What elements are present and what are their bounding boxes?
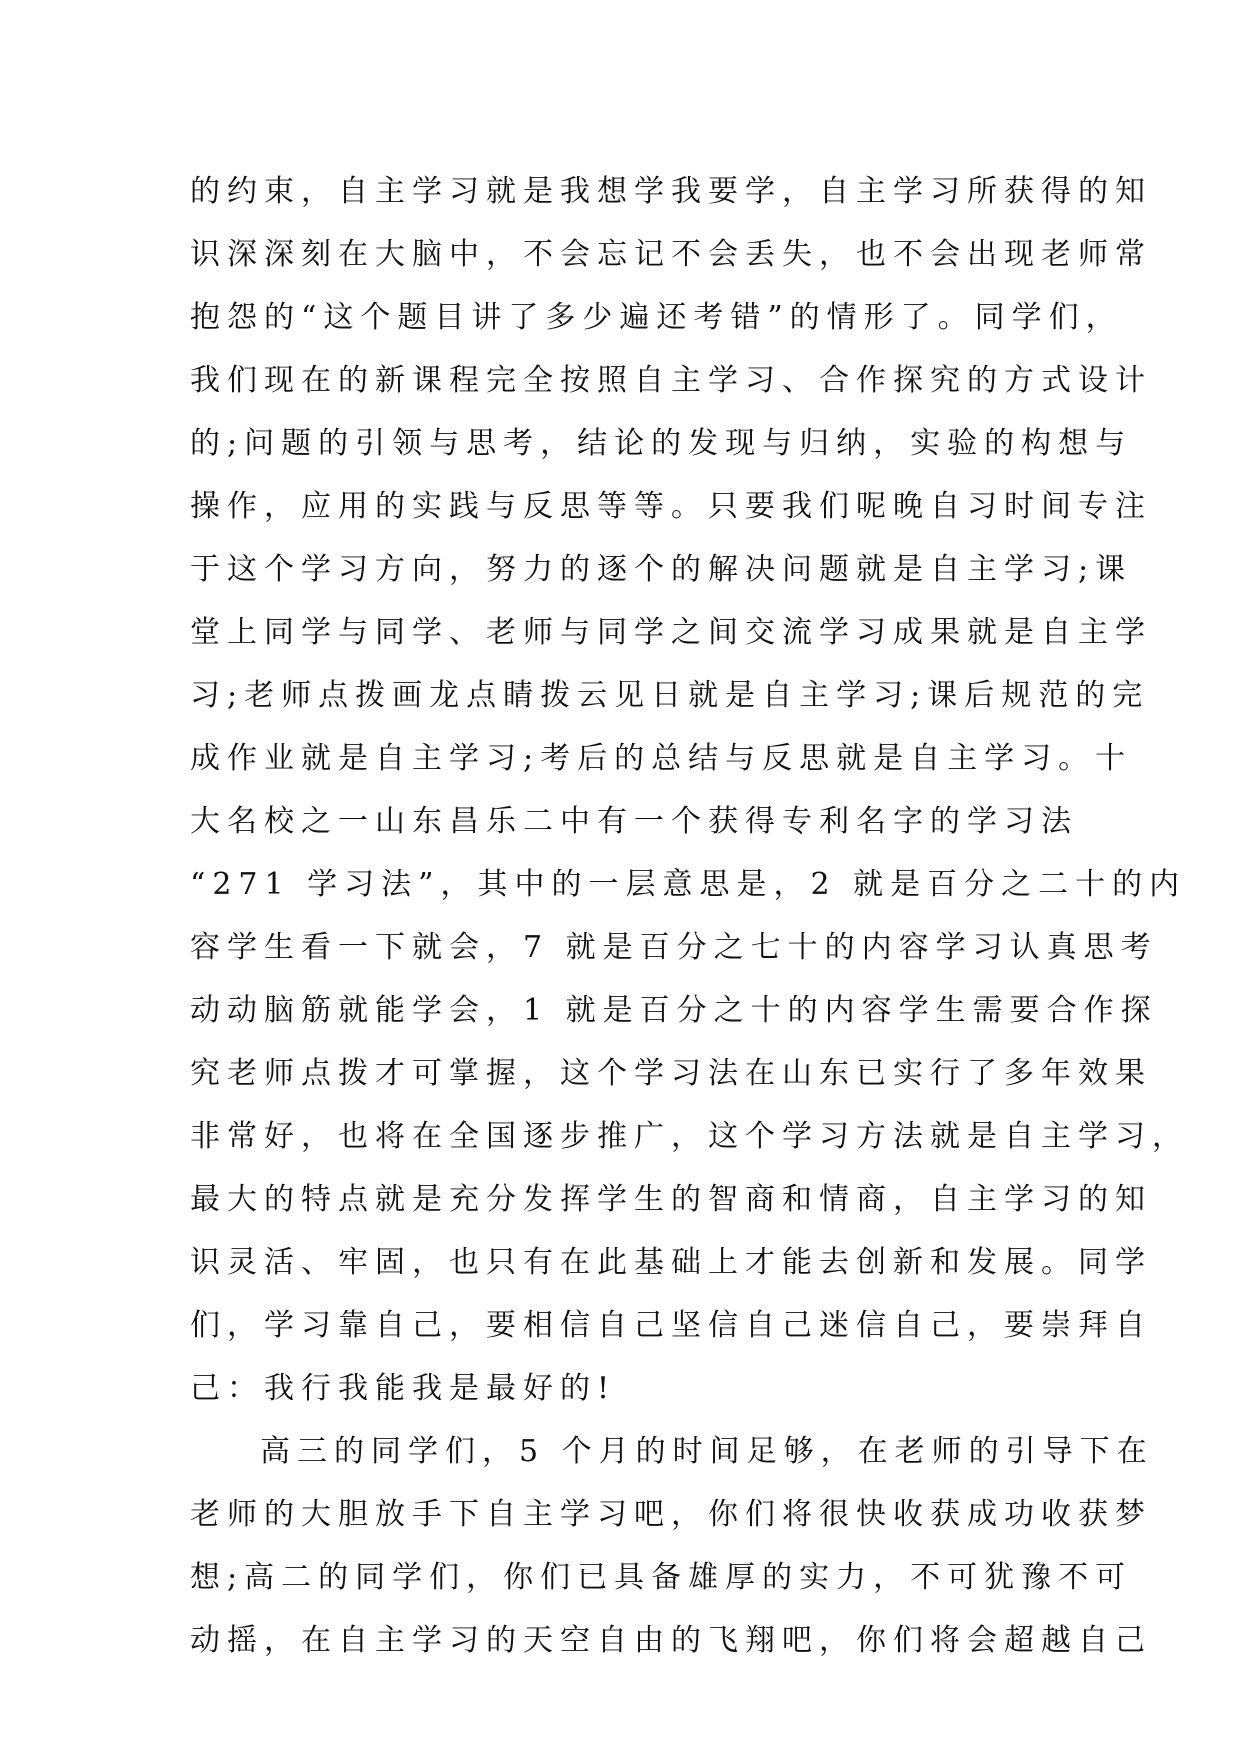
paragraph-line: 的约束，自主学习就是我想学我要学，自主学习所获得的知	[190, 174, 1152, 209]
paragraph-line: 们，学习靠自己，要相信自己坚信自己迷信自己，要崇拜自	[190, 1308, 1152, 1343]
paragraph-line: 堂上同学与同学、老师与同学之间交流学习成果就是自主学	[190, 615, 1152, 650]
paragraph-line: 最大的特点就是充分发挥学生的智商和情商，自主学习的知	[190, 1182, 1152, 1217]
paragraph-line: 容学生看一下就会，7 就是百分之七十的内容学习认真思考	[190, 930, 1158, 965]
paragraph-line: 动动脑筋就能学会，1 就是百分之十的内容学生需要合作探	[190, 993, 1158, 1028]
paragraph-line: 操作，应用的实践与反思等等。只要我们呢晚自习时间专注	[190, 489, 1152, 524]
paragraph-line: 于这个学习方向，努力的逐个的解决问题就是自主学习;课	[190, 552, 1133, 587]
paragraph-line: 我们现在的新课程完全按照自主学习、合作探究的方式设计	[190, 363, 1152, 398]
paragraph-line: 识灵活、牢固，也只有在此基础上才能去创新和发展。同学	[190, 1245, 1152, 1280]
paragraph-line: 己：我行我能我是最好的!	[190, 1371, 617, 1406]
paragraph-line: 想;高二的同学们，你们已具备雄厚的实力，不可犹豫不可	[190, 1560, 1133, 1595]
paragraph-line: 识深深刻在大脑中，不会忘记不会丢失，也不会出现老师常	[190, 237, 1152, 272]
paragraph-line: 习;老师点拨画龙点睛拨云见日就是自主学习;课后规范的完	[190, 678, 1150, 713]
paragraph-line: 老师的大胆放手下自主学习吧，你们将很快收获成功收获梦	[190, 1497, 1152, 1532]
paragraph-line: 究老师点拨才可掌握，这个学习法在山东已实行了多年效果	[190, 1056, 1152, 1091]
document-body	[190, 160, 1189, 1672]
paragraph-1	[190, 160, 1189, 1420]
paragraph-line: 抱怨的“这个题目讲了多少遍还考错”的情形了。同学们，	[190, 300, 1123, 335]
paragraph-line: “271 学习法”，其中的一层意思是，2 就是百分之二十的内	[190, 867, 1187, 902]
paragraph-line: 成作业就是自主学习;考后的总结与反思就是自主学习。十	[190, 741, 1133, 776]
paragraph-line: 的;问题的引领与思考，结论的发现与归纳，实验的构想与	[190, 426, 1133, 461]
paragraph-line: 高三的同学们，5 个月的时间足够，在老师的引导下在	[260, 1434, 1154, 1469]
paragraph-2	[190, 1420, 1154, 1672]
paragraph-line: 大名校之一山东昌乐二中有一个获得专利名字的学习法	[190, 804, 1078, 839]
paragraph-line: 动摇，在自主学习的天空自由的飞翔吧，你们将会超越自己	[190, 1623, 1152, 1658]
paragraph-line: 非常好，也将在全国逐步推广，这个学习方法就是自主学习，	[190, 1119, 1189, 1154]
